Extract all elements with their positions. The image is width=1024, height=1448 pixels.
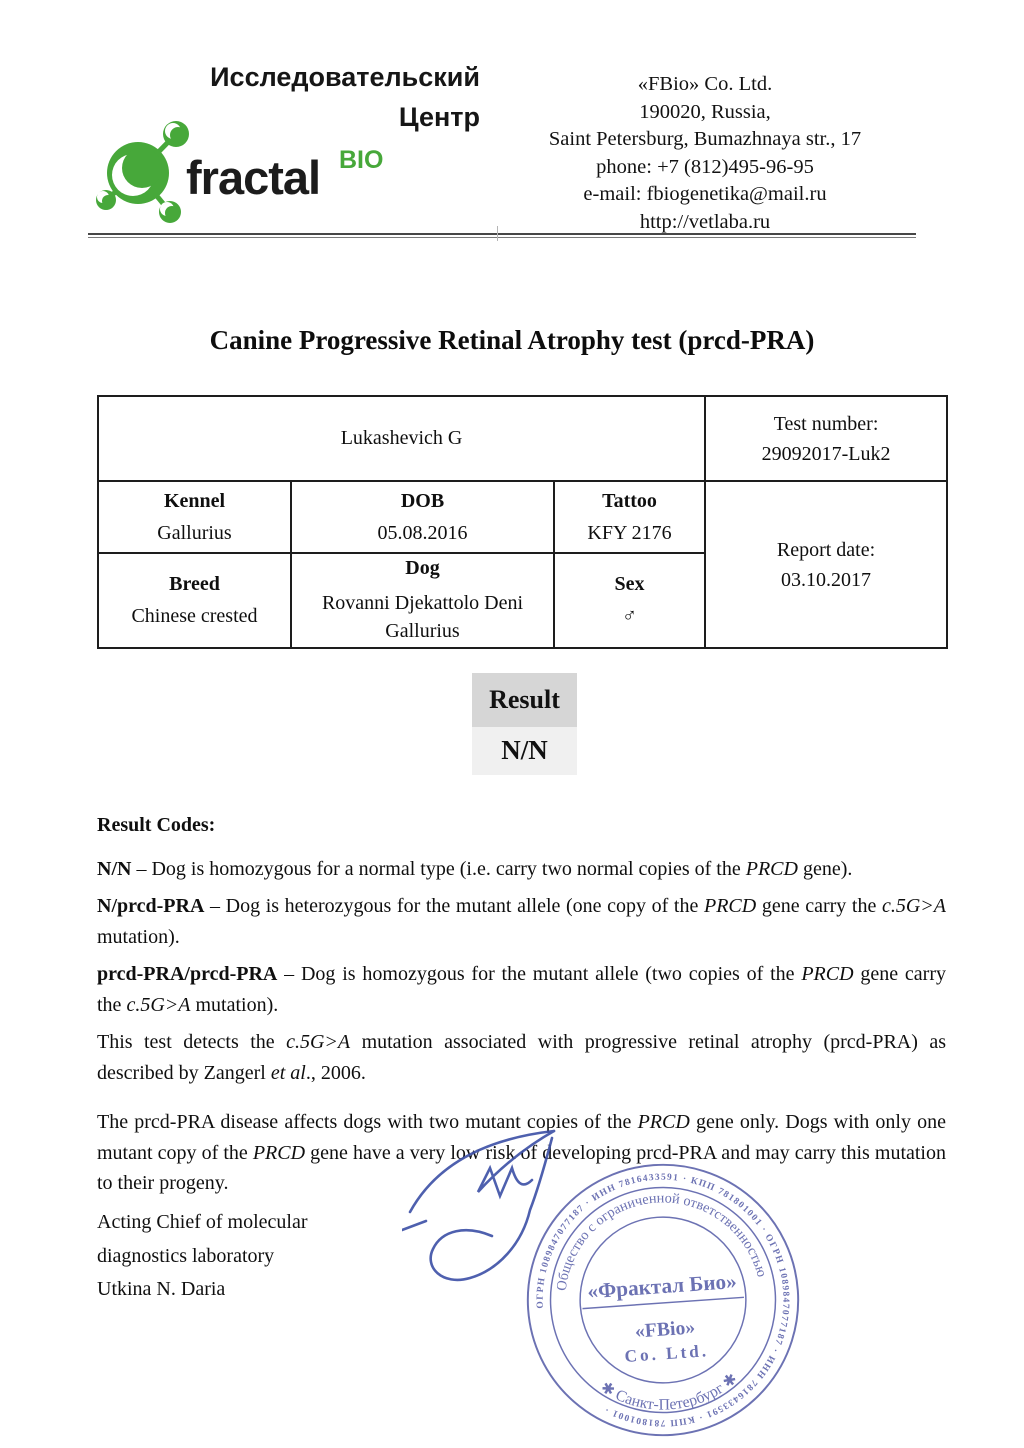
test-number-cell [705, 396, 947, 481]
test-number-value: 29092017-Luk2 [761, 442, 891, 465]
paragraph-detect: This test detects the c.5G>A mutation associated with progressive retinal atrophy (prcd-PRA) as described by Zangerl et al., 2006. [97, 1031, 946, 1084]
result-codes-heading: Result Codes: [97, 814, 216, 836]
research-center-line1: Исследовательский [210, 62, 480, 92]
company-phone: phone: +7 (812)495-96-95 [596, 155, 814, 178]
dog-info-table [97, 395, 948, 649]
owner-name: Lukashevich G [340, 427, 463, 449]
research-center-line2: Центр [398, 102, 480, 132]
stamp-bottom-arc-text: ✱ Санкт-Петербург ✱ [597, 1370, 741, 1414]
report-date-value: 03.10.2017 [781, 568, 872, 591]
signatory-name: Utkina N. Daria [97, 1278, 226, 1301]
stamp-ring-numbers: ОГРН 1089847077187 · ИНН 7816433591 · КПП 781801001 · ОГРН 1089847077187 · ИНН 7816433591 · КПП 781801001 · [535, 1172, 791, 1428]
kennel-value: Gallurius [157, 521, 232, 544]
kennel-cell [98, 481, 291, 553]
dob-cell [291, 481, 554, 553]
header-divider [88, 233, 916, 238]
tattoo-cell [554, 481, 705, 553]
sex-label: Sex [614, 573, 645, 595]
company-zip: 190020, Russia, [639, 100, 771, 123]
dog-name-cell [291, 553, 554, 648]
stamp-top-arc-text: Общество с ограниченной ответственностью [553, 1190, 770, 1292]
owner-cell [98, 396, 705, 481]
dob-label: DOB [400, 489, 445, 512]
result-box [472, 673, 577, 775]
report-date-label: Report date: [776, 538, 876, 561]
dob-value: 05.08.2016 [377, 521, 468, 544]
company-address-block [493, 71, 917, 237]
company-street: Saint Petersburg, Bumazhnaya str., 17 [548, 128, 862, 151]
fractalbio-logo [96, 120, 396, 235]
tattoo-value: KFY 2176 [587, 521, 672, 544]
code-prcdprcd: prcd-PRA/prcd-PRA – Dog is homozygous for the mutant allele (two copies of the PRCD gene carry the c.5G>A mutation). [97, 963, 947, 1016]
signatory-title-line2: diagnostics laboratory [97, 1244, 275, 1267]
header-divider-tick [497, 226, 498, 241]
logo-wordmark: fractal [186, 151, 321, 204]
stamp-center-co-ltd: Co. Ltd. [623, 1341, 710, 1366]
kennel-label: Kennel [163, 489, 226, 512]
paragraph-disease: The prcd-PRA disease affects dogs with two mutant copies of the PRCD gene only. Dogs with only one mutant copy of the PRCD gene have a very low risk of developing prcd-PRA and may carry this mutation to their progeny. [97, 1111, 946, 1194]
logo-bio-sup: BIO [339, 146, 384, 174]
dog-value: Rovanni Djekattolo Deni Gallurius [321, 591, 524, 642]
breed-value: Chinese crested [131, 605, 258, 627]
sex-cell [554, 553, 705, 648]
breed-label: Breed [169, 573, 220, 595]
signatory-title-line1: Acting Chief of molecular [97, 1211, 308, 1233]
breed-cell [98, 553, 291, 648]
result-label: Result [472, 673, 577, 727]
company-email: e-mail: fbiogenetika@mail.ru [583, 183, 827, 206]
company-stamp [505, 1142, 821, 1448]
dog-label: Dog [405, 556, 440, 579]
signatory-block [97, 1206, 308, 1307]
stamp-center-name-en: «FBio» [634, 1316, 696, 1343]
page-title: Canine Progressive Retinal Atrophy test (prcd-PRA) [209, 325, 815, 355]
result-value: N/N [472, 727, 577, 775]
test-number-label: Test number: [773, 412, 879, 435]
sex-value: ♂ [622, 605, 638, 627]
molecule-logo-icon [96, 120, 396, 230]
tattoo-label: Tattoo [602, 489, 657, 512]
company-website: http://vetlaba.ru [639, 210, 771, 233]
stamp-center-name-ru: «Фрактал Био» [586, 1268, 738, 1304]
report-date-cell [705, 481, 947, 648]
company-name: «FBio» Co. Ltd. [637, 73, 773, 95]
code-nprcd: N/prcd-PRA – Dog is heterozygous for the mutant allele (one copy of the PRCD gene carry the c.5G>A mutation). [97, 895, 946, 948]
code-nn: N/N – Dog is homozygous for a normal type (i.e. carry two normal copies of the PRCD gene). [97, 857, 853, 880]
